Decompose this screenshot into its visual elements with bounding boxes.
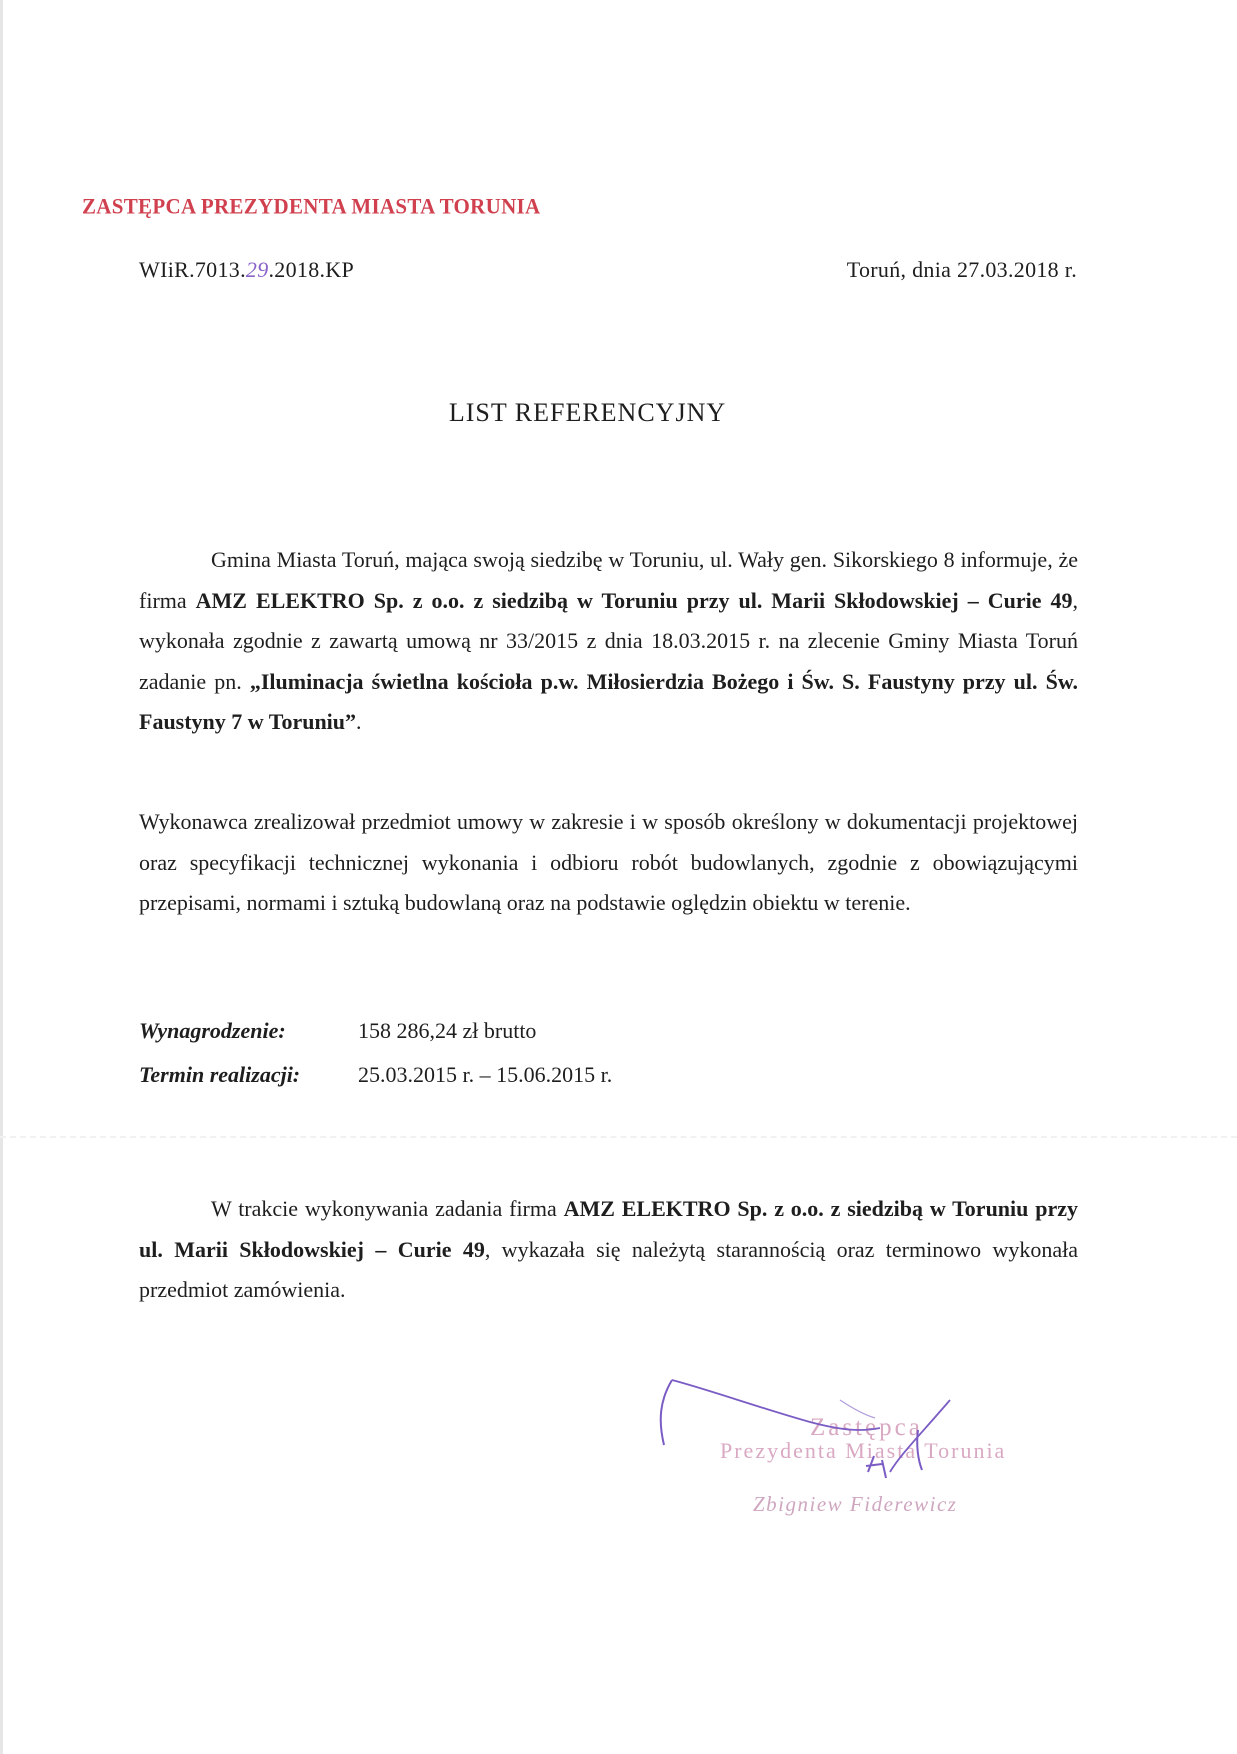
issuer-stamp: ZASTĘPCA PREZYDENTA MIASTA TORUNIA xyxy=(82,193,541,219)
document-title: LIST REFERENCYJNY xyxy=(448,398,727,427)
term-value: 25.03.2015 r. – 15.06.2015 r. xyxy=(358,1062,613,1087)
paragraph-intro-text-1: Gmina Miasta Toruń, mająca swoją siedzibę w Toruniu, ul. Wały gen. Sikorskiego 8 informuje, że firma xyxy=(139,547,1078,613)
reference-prefix: WIiR.7013. xyxy=(139,257,246,282)
contractor-name-1: AMZ ELEKTRO Sp. z o.o. z siedzibą w Toruniu przy ul. Marii Skłodowskiej – Curie 49 xyxy=(195,587,1073,613)
handwritten-signature xyxy=(650,1360,1010,1520)
place-date: Toruń, dnia 27.03.2018 r. xyxy=(846,257,1077,282)
paragraph-conclusion xyxy=(139,1189,1078,1311)
scan-artifact-line xyxy=(0,1136,1237,1138)
task-name: „Iluminacja świetlna kościoła p.w. Miłosierdzia Bożego i Św. S. Faustyny przy ul. Św. Faustyny 7 w Toruniu” xyxy=(139,668,1079,734)
contractor-name-2: AMZ ELEKTRO Sp. z o.o. z siedzibą w Toruniu przy ul. Marii Skłodowskiej – Curie 49 xyxy=(139,1196,1078,1262)
paragraph-conclusion-text-2: , wykazała się należytą starannością oraz terminowo wykonała przedmiot zamówienia. xyxy=(139,1236,1078,1302)
paragraph-intro-text-2: , wykonała zgodnie z zawartą umową nr 33/2015 z dnia 18.03.2015 r. na zlecenie Gminy Miasta Toruń zadanie pn. xyxy=(139,587,1078,694)
reference-handwritten: 29 xyxy=(245,257,269,282)
signatory-name: Zbigniew Fiderewicz xyxy=(753,1492,958,1516)
paragraph-intro xyxy=(139,540,1078,743)
paragraph-intro-text-3: . xyxy=(356,709,362,734)
term-label: Termin realizacji: xyxy=(139,1062,301,1087)
reference-suffix: .2018.KP xyxy=(268,257,355,282)
paragraph-execution: Wykonawca zrealizował przedmiot umowy w zakresie i w sposób określony w dokumentacji projektowej oraz specyfikacji technicznej wykonania i odbioru robót budowlanych, zgodnie z obowiązującymi przepisami, normami i sztuką budowlaną oraz na podstawie oględzin obiektu w terenie. xyxy=(139,809,1078,915)
signature-stamp-office: Prezydenta Miasta Torunia xyxy=(720,1438,1007,1463)
signature-stamp-title: Zastępca xyxy=(810,1414,923,1441)
reference-number xyxy=(139,257,354,283)
scan-edge xyxy=(0,0,3,1754)
fee-label: Wynagrodzenie: xyxy=(139,1018,286,1043)
paragraph-conclusion-text-1: W trakcie wykonywania zadania firma xyxy=(211,1196,564,1221)
fee-value: 158 286,24 zł brutto xyxy=(358,1018,537,1043)
